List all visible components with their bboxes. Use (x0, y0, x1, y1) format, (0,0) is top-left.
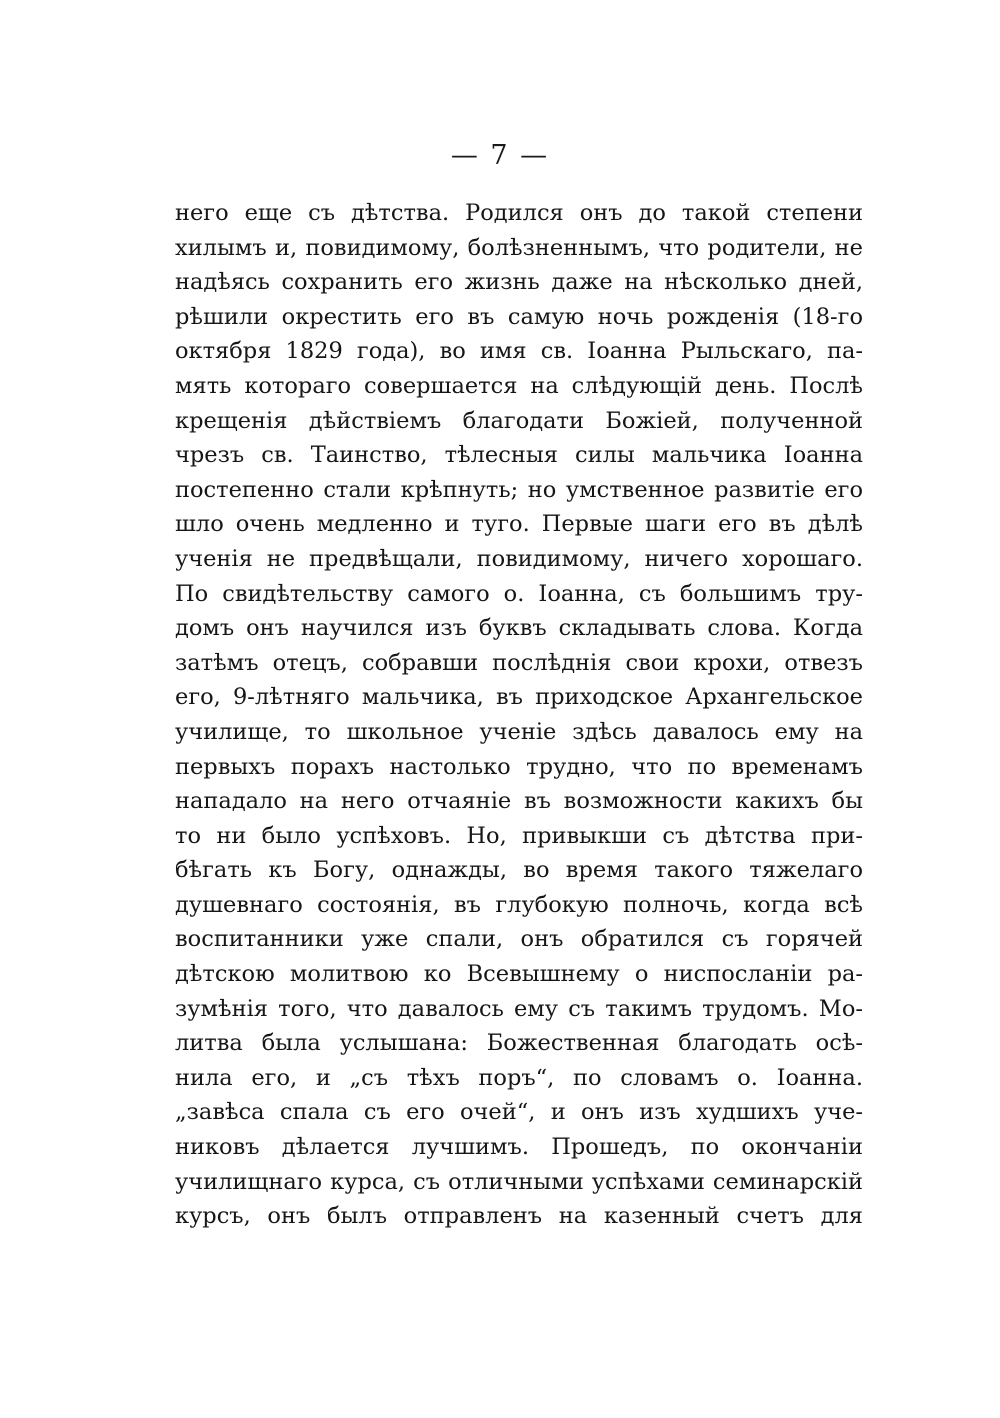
text-line: затѣмъ отецъ, собравши послѣднія свои крохи, отвезъ (175, 649, 863, 676)
text-line: хилымъ и, повидимому, болѣзненнымъ, что родители, не (175, 234, 863, 261)
text-line: училище, то школьное ученіе здѣсь давалось ему на (175, 718, 863, 745)
body-text (175, 196, 863, 1234)
text-line: первыхъ порахъ настолько трудно, что по временамъ (175, 753, 863, 780)
text-line: воспитанники уже спали, онъ обратился съ горячей (175, 926, 863, 953)
text-line: ученія не предвѣщали, повидимому, ничего хорошаго. (175, 545, 863, 572)
text-line: бѣгать къ Богу, однажды, во время такого тяжелаго (175, 857, 863, 884)
page-number: — 7 — (450, 140, 550, 171)
text-line: литва была услышана: Божественная благодать осѣ- (175, 1030, 863, 1057)
text-line: зумѣнія того, что давалось ему съ такимъ трудомъ. Мо- (175, 995, 863, 1022)
text-line: По свидѣтельству самого о. Іоанна, съ большимъ тру- (175, 580, 863, 607)
text-line: его, 9-лѣтняго мальчика, въ приходское Архангельское (175, 684, 863, 711)
text-line: октября 1829 года), во имя св. Іоанна Рыльскаго, па- (175, 338, 863, 365)
text-line: училищнаго курса, съ отличными успѣхами семинарскій (175, 1168, 863, 1195)
text-line: курсъ, онъ былъ отправленъ на казенный счетъ для (175, 1203, 863, 1230)
text-line: шло очень медленно и туго. Первые шаги его въ дѣлѣ (175, 511, 863, 538)
text-line: чрезъ св. Таинство, тѣлесныя силы мальчика Іоанна (175, 442, 863, 469)
text-line: крещенія дѣйствіемъ благодати Божіей, полученной (175, 407, 863, 434)
text-line: нападало на него отчаяніе въ возможности какихъ бы (175, 788, 863, 815)
text-line: нила его, и „съ тѣхъ поръ“, по словамъ о. Іоанна. (175, 1064, 863, 1091)
text-line: него еще съ дѣтства. Родился онъ до такой степени (175, 200, 863, 226)
text-line: никовъ дѣлается лучшимъ. Прошедъ, по окончаніи (175, 1134, 863, 1161)
text-line: рѣшили окрестить его въ самую ночь рожденія (18-го (175, 303, 863, 330)
text-line: дѣтскою молитвою ко Всевышнему о ниспосланіи ра- (175, 961, 863, 988)
text-line: надѣясь сохранить его жизнь даже на нѣсколько дней, (175, 269, 863, 296)
text-line: мять котораго совершается на слѣдующій день. Послѣ (175, 372, 863, 399)
text-line: „завѣса спала съ его очей“, и онъ изъ худшихъ уче- (175, 1099, 863, 1126)
text-line: постепенно стали крѣпнуть; но умственное развитіе его (175, 476, 863, 503)
text-line: то ни было успѣховъ. Но, привыкши съ дѣтства при- (175, 822, 863, 849)
text-line: домъ онъ научился изъ буквъ складывать слова. Когда (175, 615, 863, 642)
text-line: душевнаго состоянія, въ глубокую полночь, когда всѣ (175, 891, 863, 918)
